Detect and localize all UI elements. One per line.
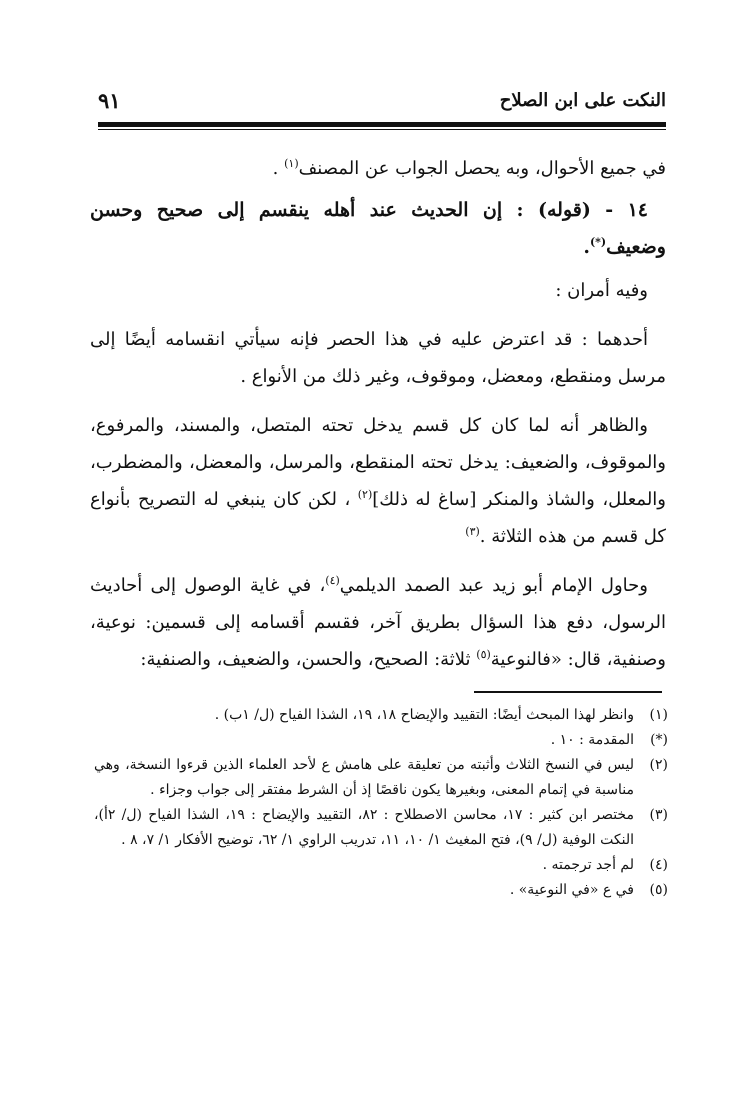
footnote-text: في ع «في النوعية» . bbox=[509, 882, 634, 898]
paragraph-6: وحاول الإمام أبو زيد عبد الصمد الديلمي$^{(٤)}$، في غاية الوصول إلى أحاديث الرسول، دفع هذا السؤال بطريق آخر، فقسم أقسامه إلى قسمين: نوعية، وصنفية، قال: «فالنوعية$^{(٥)}$ ثلاثة: الصحيح، والحسن، والضعيف، والصنفية: bbox=[90, 574, 666, 670]
footnote-item bbox=[94, 703, 668, 728]
footnote-item bbox=[94, 853, 668, 878]
paragraph-3: وفيه أمران : bbox=[555, 280, 648, 301]
header-rule-thin bbox=[98, 129, 666, 130]
footnote-divider bbox=[474, 691, 662, 693]
item-number: ١٤ - bbox=[590, 199, 648, 221]
paragraph-5: والظاهر أنه لما كان كل قسم يدخل تحته المتصل، والمسند، والمرفوع، والموقوف، والضعيف: يدخل تحته المنقطع، والمرسل، والمعضل، والمضطرب، والمعلل، والشاذ والمنكر [ساغ له ذلك]$^{(٢)}$ ، لكن كان ينبغي له التصريح بأنواع كل قسم من هذه الثلاثة .$^{(٣)}$ bbox=[90, 415, 666, 547]
footnote-ref-5: (٥) bbox=[476, 648, 491, 661]
footnote-text: المقدمة : ١٠ . bbox=[550, 732, 634, 748]
header-rule-thick bbox=[98, 122, 666, 127]
book-title: النكت على ابن الصلاح bbox=[499, 90, 666, 111]
footnote-number: (٤) bbox=[649, 857, 668, 873]
footnote-text: وانظر لهذا المبحث أيضًا: التقييد والإيضاح ١٨، ١٩، الشذا الفياح (ل/ ١ب) . bbox=[214, 707, 634, 723]
footnote-ref-2: (٢) bbox=[357, 488, 373, 501]
footnote-number: (٣) bbox=[649, 807, 668, 823]
footnote-text: مختصر ابن كثير : ١٧، محاسن الاصطلاح : ٨٢، التقييد والإيضاح : ١٩، الشذا الفياح (ل/ ٢أ)، النكت الوفية (ل/ ٩)، فتح المغيث ١/ ١٠، ١١، تدريب الراوي ١/ ٦٢، توضيح الأفكار ١/ ٧، ٨ . bbox=[94, 807, 634, 848]
main-text bbox=[90, 150, 666, 678]
paragraph-quote-14: ١٤ - (قوله) : إن الحديث عند أهله ينقسم إلى صحيح وحسن وضعيف(*). bbox=[90, 199, 666, 258]
footnote-text: ليس في النسخ الثلاث وأثبته من تعليقة على هامش ع لأحد العلماء الذين قرءوا النسخة، وهي مناسبة في إتمام المعنى، وبغيرها يكون ناقصًا إذ أن الشرط مفتقر إلى جواب وجزاء . bbox=[94, 757, 634, 798]
footnote-ref-1: (١) bbox=[284, 157, 299, 170]
footnote-item bbox=[94, 878, 668, 903]
paragraph-1: في جميع الأحوال، وبه يحصل الجواب عن المصنف$^{(١)}$ . bbox=[272, 157, 666, 179]
footnote-item bbox=[94, 803, 668, 853]
footnote-number: (*) bbox=[650, 732, 668, 748]
footnote-ref-star: (*) bbox=[589, 235, 607, 249]
footnote-item bbox=[94, 728, 668, 753]
footnote-number: (١) bbox=[649, 707, 668, 723]
footnotes bbox=[94, 703, 668, 903]
footnote-item bbox=[94, 753, 668, 803]
footnote-text: لم أجد ترجمته . bbox=[542, 857, 634, 873]
footnote-number: (٢) bbox=[649, 757, 668, 773]
footnote-ref-4: (٤) bbox=[325, 574, 340, 587]
paragraph-4: أحدهما : قد اعترض عليه في هذا الحصر فإنه سيأتي انقسامه أيضًا إلى مرسل ومنقطع، ومعضل، وموقوف، وغير ذلك من الأنواع . bbox=[90, 329, 666, 387]
footnote-ref-3: (٣) bbox=[465, 525, 480, 538]
page-number: ٩١ bbox=[98, 88, 121, 113]
running-header bbox=[98, 84, 666, 122]
footnote-number: (٥) bbox=[649, 882, 668, 898]
